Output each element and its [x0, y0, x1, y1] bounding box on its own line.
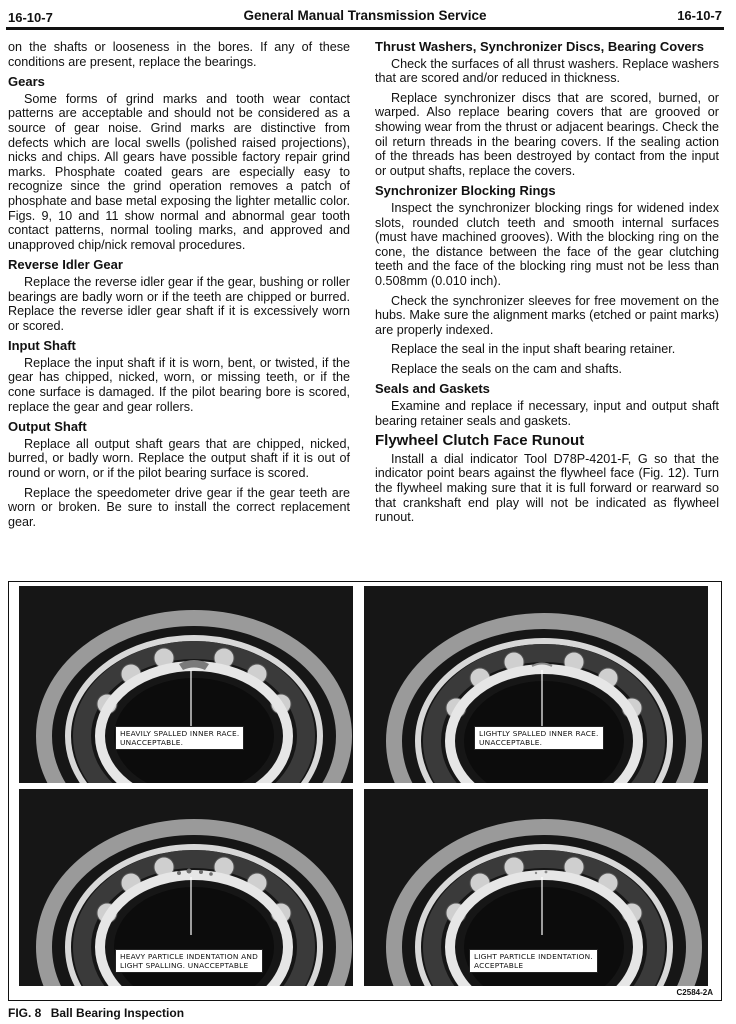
paragraph-cam-seals: Replace the seals on the cam and shafts. — [391, 361, 623, 376]
heading-reverse-idler-gear: Reverse Idler Gear — [8, 257, 123, 273]
figure-number: FIG. 8 — [8, 1006, 42, 1020]
callout-lightly-spalled: LIGHTLY SPALLED INNER RACE. UNACCEPTABLE. — [474, 726, 604, 750]
page-number-left: 16-10-7 — [8, 10, 53, 25]
heading-seals-and-gaskets: Seals and Gaskets — [375, 381, 490, 397]
paragraph-intro: on the shafts or looseness in the bores. If any of these conditions are present, replace the bearings. — [8, 40, 350, 69]
callout-heavily-spalled: HEAVILY SPALLED INNER RACE. UNACCEPTABLE. — [115, 726, 244, 750]
paragraph-flywheel-runout: Install a dial indicator Tool D78P-4201-F, G so that the indicator point bears against the flywheel face (Fig. 12). Turn the flywheel making sure that it is full forward or rearward so that crankshaft end play will not be indicated as flywheel runout. — [375, 451, 719, 525]
paragraph-thrust-washers: Check the surfaces of all thrust washers. Replace washers that are scored and/or reduced in thickness. — [375, 56, 719, 86]
paragraph-input-shaft: Replace the input shaft if it is worn, bent, or twisted, if the gear has chipped, nicked, worn, or missing teeth, or if the cone surface is damaged. If the pilot bearing bore is scored, replace the gear and gear rollers. — [8, 355, 350, 414]
paragraph-speedometer-gear: Replace the speedometer drive gear if the gear teeth are worn or broken. Be sure to install the correct replacement gear. — [8, 485, 350, 529]
heading-thrust-washers: Thrust Washers, Synchronizer Discs, Bearing Covers — [375, 39, 704, 54]
paragraph-output-shaft: Replace all output shaft gears that are chipped, nicked, burred, or badly worn. Replace the output shaft if it is out of round or worn, or if the pilot bearing surface is scored. — [8, 436, 350, 481]
figure-caption — [8, 1006, 184, 1020]
bearing-illustration — [19, 586, 353, 783]
heading-input-shaft: Input Shaft — [8, 338, 76, 354]
left-column — [8, 40, 350, 534]
figure-caption-text: Ball Bearing Inspection — [50, 1006, 185, 1020]
callout-heavy-indentation: HEAVY PARTICLE INDENTATION AND LIGHT SPALLING. UNACCEPTABLE — [115, 949, 263, 973]
right-column — [375, 40, 719, 530]
heading-flywheel-runout: Flywheel Clutch Face Runout — [375, 432, 585, 450]
heading-synchronizer-blocking-rings: Synchronizer Blocking Rings — [375, 183, 556, 199]
page-header — [8, 6, 722, 28]
bearing-photo-lightly-spalled — [364, 586, 708, 783]
paragraph-seals-and-gaskets: Examine and replace if necessary, input and output shaft bearing retainer seals and gaskets. — [375, 399, 719, 428]
callout-light-indentation: LIGHT PARTICLE INDENTATION. ACCEPTABLE — [469, 949, 598, 973]
paragraph-gears: Some forms of grind marks and tooth wear contact patterns are acceptable and should not be considered as a source of gear noise. Grind marks are distinctive from defects which are local swells (polished raised projections), nicks and chips. All gears have possible factory repair grind marks. Phosphate coated gears are especially easy to recognize since the grind operation removes a patch of phosphate and base metal exposing the lighter metallic color. Figs. 9, 10 and 11 show normal and abnormal gear tooth contact patterns, normal tooling marks, and approved and unapproved chip/nick removal procedures. — [8, 91, 350, 252]
paragraph-input-seal: Replace the seal in the input shaft bearing retainer. — [391, 342, 676, 357]
paragraph-synchronizer-discs: Replace synchronizer discs that are scored, burned, or warped. Also replace bearing covers that are grooved or showing wear from the thrust or adjacent bearings. Check the oil return threads in the bearing covers. If the sealing action of the threads has been destroyed by contact from the input or output shafts, replace the covers. — [375, 90, 719, 178]
bearing-photo-heavily-spalled — [19, 586, 353, 783]
bearing-illustration — [364, 586, 708, 783]
page-title: General Manual Transmission Service — [243, 8, 487, 23]
figure-id: C2584-2A — [676, 988, 713, 997]
paragraph-synchronizer-sleeves: Check the synchronizer sleeves for free movement on the hubs. Make sure the alignment marks (etched or paint marks) are properly indexed. — [375, 293, 719, 337]
figure-ball-bearing-inspection — [8, 581, 722, 1001]
paragraph-blocking-rings: Inspect the synchronizer blocking rings for widened index slots, rounded clutch teeth and smooth internal surfaces (must have machined grooves). With the blocking ring on the cone, the distance between the face of the gear clutching teeth and the face of the blocking ring must not be less than 0.508mm (0.010 inch). — [375, 200, 719, 288]
page-number-right: 16-10-7 — [677, 8, 722, 23]
bearing-photo-light-indentation — [364, 789, 708, 986]
bearing-photo-heavy-indentation — [19, 789, 353, 986]
heading-output-shaft: Output Shaft — [8, 419, 87, 435]
header-rule — [6, 27, 724, 30]
heading-gears: Gears — [8, 74, 45, 90]
paragraph-reverse-idler-gear: Replace the reverse idler gear if the gear, bushing or roller bearings are badly worn or if the teeth are chipped or burred. Replace the reverse idler gear shaft if it is excessively worn or scored. — [8, 274, 350, 333]
